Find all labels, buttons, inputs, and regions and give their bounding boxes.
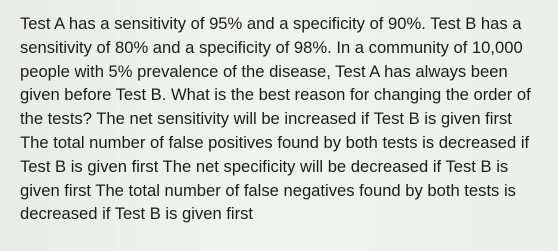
question-text: Test A has a sensitivity of 95% and a specificity of 90%. Test B has a sensitivity of 80% and a specificity of 98%. In a community of 10,000 people with 5% prevalence of the disease, Test A has always been given before Test B. What is the best reason for changing the order of the tests? The net sensitivity will be increased if Test B is given first The total number of false positives found by both tests is decreased if Test B is given first The net specificity will be decreased if Test B is given first The total number of false negatives found by both tests is decreased if Test B is given first bbox=[20, 14, 531, 224]
